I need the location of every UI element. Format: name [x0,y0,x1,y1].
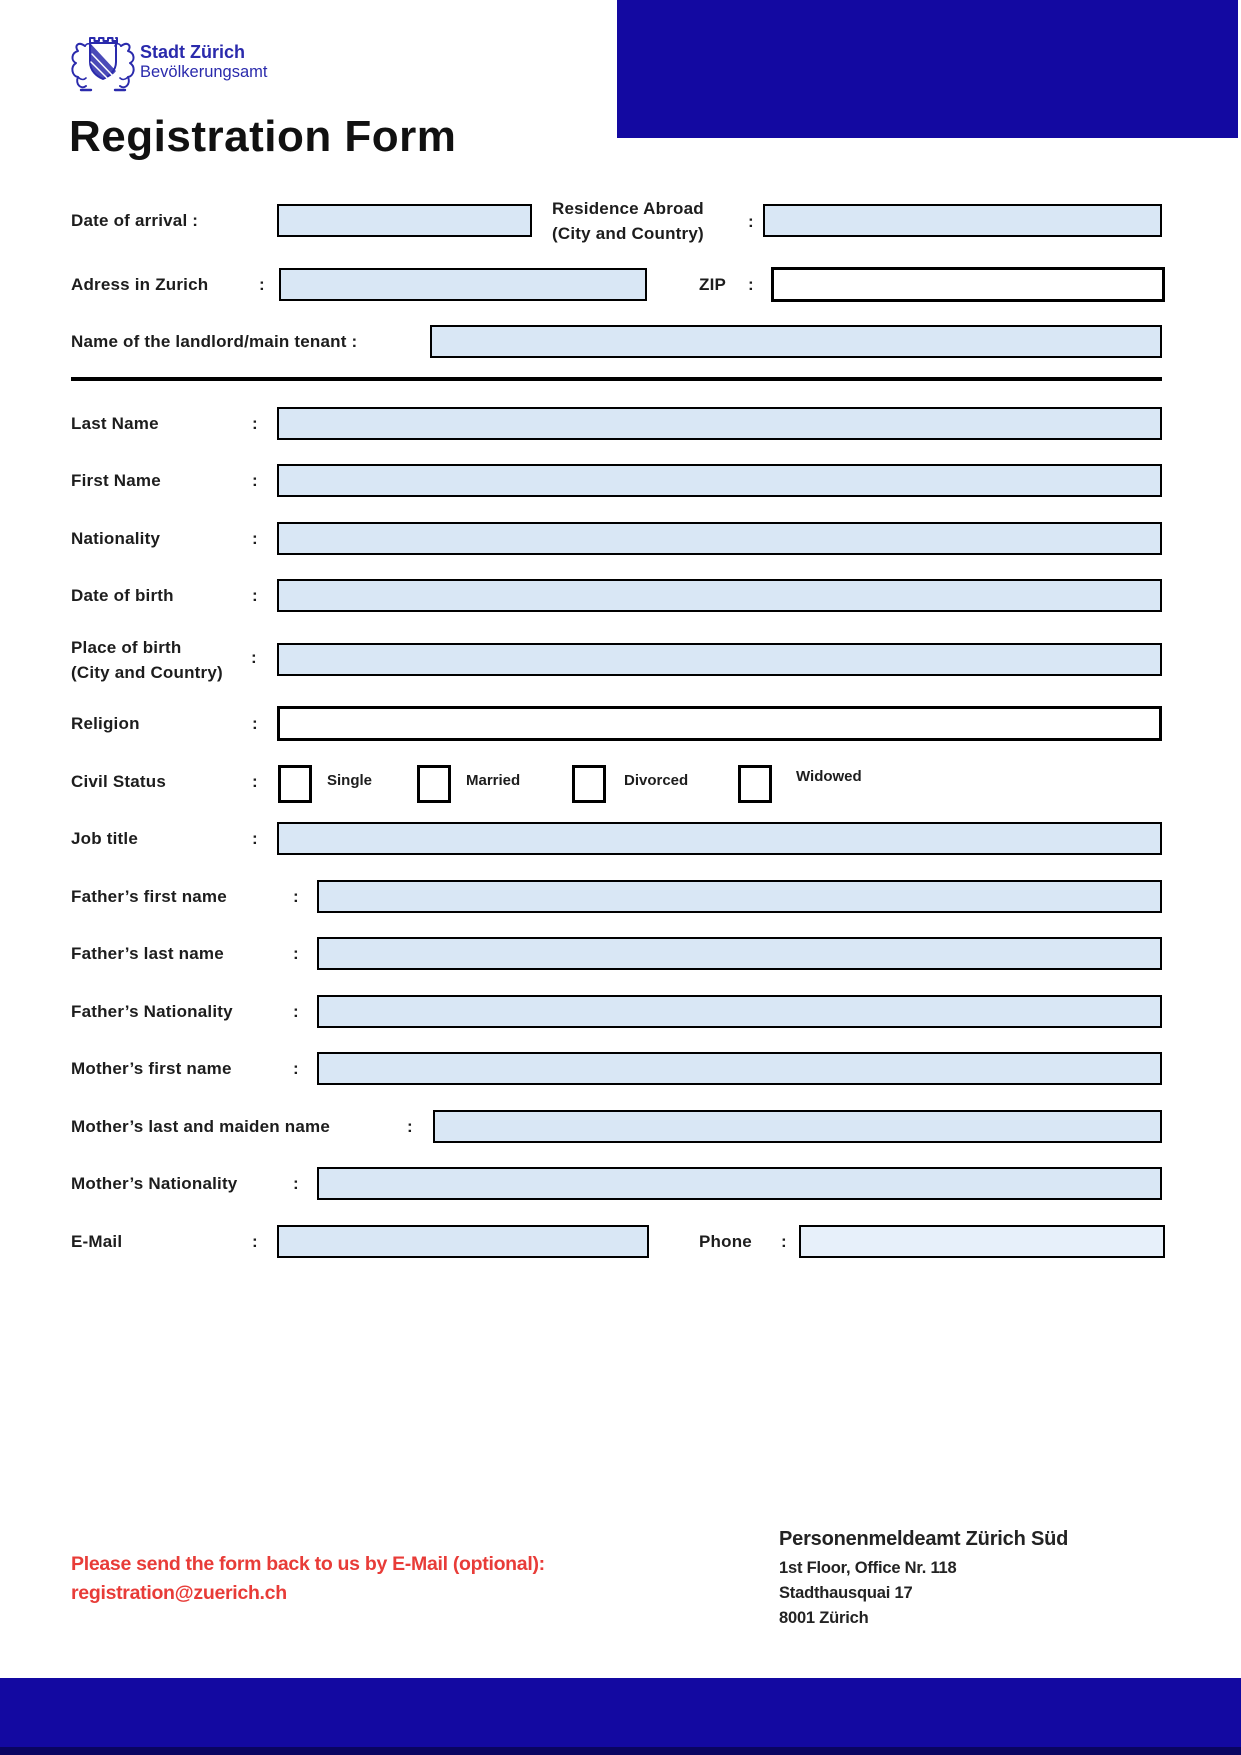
mothers-nationality-label: Mother’s Nationality [71,1174,238,1193]
header-banner [617,0,1238,138]
mothers-last-maiden-name-label: Mother’s last and maiden name [71,1117,330,1136]
fathers-nationality-input[interactable] [317,995,1162,1028]
last-name-label: Last Name [71,414,159,433]
religion-colon: : [252,714,258,733]
place-of-birth-colon: : [251,648,257,667]
civil-status-label: Civil Status [71,772,166,791]
phone-colon: : [781,1232,787,1251]
date-of-arrival-label: Date of arrival : [71,211,199,230]
fathers-first-name-colon: : [293,887,299,906]
email-label: E-Mail [71,1232,123,1251]
civil-status-married-checkbox[interactable] [417,765,451,803]
mothers-nationality-input[interactable] [317,1167,1162,1200]
residence-abroad-label [552,196,704,246]
fathers-nationality-label: Father’s Nationality [71,1002,233,1021]
mothers-nationality-colon: : [293,1174,299,1193]
job-title-label: Job title [71,829,138,848]
phone-label: Phone [699,1232,752,1251]
religion-label: Religion [71,714,140,733]
office-address-line2: Stadthausquai 17 [779,1584,913,1602]
mothers-last-maiden-name-colon: : [407,1117,413,1136]
send-back-note-line1: Please send the form back to us by E-Mail (optional): [71,1553,545,1575]
first-name-colon: : [252,471,258,490]
residence-abroad-label-line1: Residence Abroad [552,199,704,218]
office-address-block [779,1526,1068,1631]
residence-abroad-colon: : [748,212,754,231]
landlord-input[interactable] [430,325,1162,358]
job-title-colon: : [252,829,258,848]
residence-abroad-label-line2: (City and Country) [552,224,704,243]
fathers-last-name-colon: : [293,944,299,963]
email-colon: : [252,1232,258,1251]
civil-status-single-checkbox[interactable] [278,765,312,803]
stadt-zuerich-coat-of-arms [69,34,137,99]
office-address-line3: 8001 Zürich [779,1609,869,1627]
religion-input[interactable] [277,706,1162,741]
civil-status-colon: : [252,772,258,791]
zip-input[interactable] [771,267,1165,302]
residence-abroad-input[interactable] [763,204,1162,237]
mothers-last-maiden-name-input[interactable] [433,1110,1162,1143]
logo-org-name: Stadt Zürich [140,42,246,62]
mothers-first-name-label: Mother’s first name [71,1059,232,1078]
send-back-note [71,1550,545,1608]
office-name: Personenmeldeamt Zürich Süd [779,1528,1069,1550]
zip-label: ZIP [699,275,727,294]
office-address-line1: 1st Floor, Office Nr. 118 [779,1559,957,1577]
place-of-birth-label-line1: Place of birth [71,638,182,657]
civil-status-single-label: Single [327,772,373,789]
civil-status-divorced-label: Divorced [624,772,689,789]
footer-banner [0,1678,1241,1747]
nationality-colon: : [252,529,258,548]
civil-status-widowed-label: Widowed [796,768,862,785]
logo-text [140,42,267,82]
address-in-zurich-input[interactable] [279,268,647,301]
logo-dept-name: Bevölkerungsamt [140,63,268,81]
place-of-birth-label-line2: (City and Country) [71,663,223,682]
page-title: Registration Form [69,112,457,161]
civil-status-married-label: Married [466,772,521,789]
last-name-colon: : [252,414,258,433]
zip-colon: : [748,275,754,294]
fathers-last-name-label: Father’s last name [71,944,224,963]
first-name-input[interactable] [277,464,1162,497]
nationality-input[interactable] [277,522,1162,555]
civil-status-divorced-checkbox[interactable] [572,765,606,803]
fathers-first-name-input[interactable] [317,880,1162,913]
place-of-birth-input[interactable] [277,643,1162,676]
address-in-zurich-colon: : [259,275,265,294]
fathers-nationality-colon: : [293,1002,299,1021]
civil-status-widowed-checkbox[interactable] [738,765,772,803]
section-divider [71,377,1162,381]
mothers-first-name-input[interactable] [317,1052,1162,1085]
footer-banner-edge [0,1747,1241,1755]
landlord-label: Name of the landlord/main tenant : [71,332,358,351]
last-name-input[interactable] [277,407,1162,440]
phone-input[interactable] [799,1225,1165,1258]
fathers-last-name-input[interactable] [317,937,1162,970]
fathers-first-name-label: Father’s first name [71,887,227,906]
date-of-arrival-input[interactable] [277,204,532,237]
place-of-birth-label [71,635,223,685]
send-back-email-address[interactable]: registration@zuerich.ch [71,1582,287,1604]
job-title-input[interactable] [277,822,1162,855]
date-of-birth-input[interactable] [277,579,1162,612]
date-of-birth-label: Date of birth [71,586,174,605]
date-of-birth-colon: : [252,586,258,605]
first-name-label: First Name [71,471,161,490]
email-input[interactable] [277,1225,649,1258]
mothers-first-name-colon: : [293,1059,299,1078]
coat-of-arms-icon [69,34,137,94]
address-in-zurich-label: Adress in Zurich [71,275,209,294]
nationality-label: Nationality [71,529,161,548]
